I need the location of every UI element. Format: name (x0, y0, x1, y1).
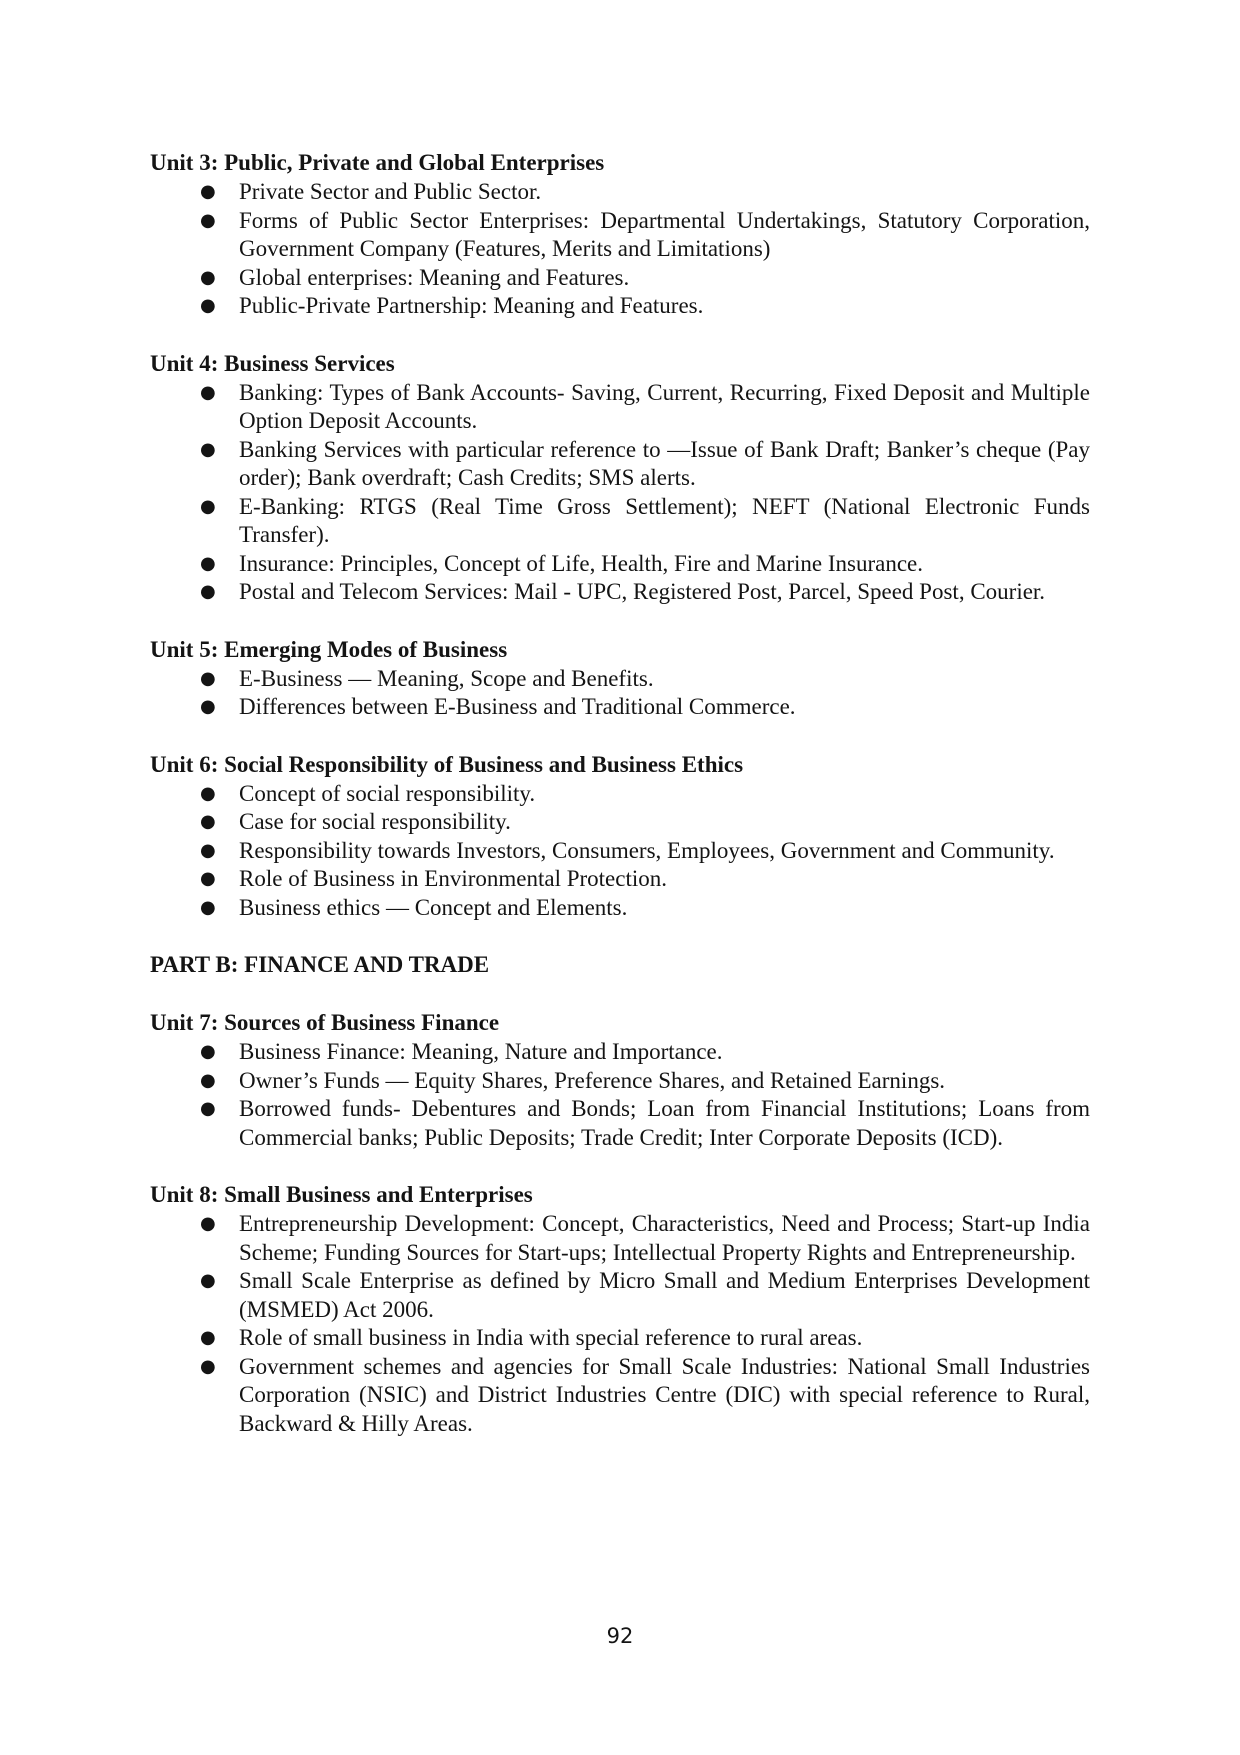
unit-7-title: Unit 7: Sources of Business Finance (150, 1010, 500, 1035)
unit-7-section (150, 1008, 1090, 1152)
bullet-icon: ● (200, 266, 216, 288)
bullet-icon: ● (200, 868, 216, 889)
unit-3-section (150, 148, 1090, 321)
list-item: ● E-Business — Meaning, Scope and Benefits. (150, 665, 1090, 694)
bullet-icon: ● (200, 581, 216, 602)
list-item: ● Case for social responsibility. (150, 808, 1090, 837)
unit-8-section (150, 1180, 1090, 1438)
unit-6-title: Unit 6: Social Responsibility of Business and Business Ethics (150, 751, 744, 777)
bullet-icon: ● (200, 667, 216, 689)
bullet-icon: ● (200, 696, 216, 717)
bullet-icon: ● (200, 495, 216, 517)
bullet-icon: ● (200, 1098, 216, 1119)
bullet-icon: ● (200, 1355, 216, 1377)
list-item: ● Responsibility towards Investors, Consumers, Employees, Government and Community. (150, 837, 1090, 866)
list-item: ● Banking: Types of Bank Accounts- Saving, Current, Recurring, Fixed Deposit and Multiple Option Deposit Accounts. (200, 379, 1090, 433)
list-item: ● Banking Services with particular reference to —Issue of Bank Draft; Banker’s cheque (Pay order); Bank overdraft; Cash Credits; SMS alerts. (200, 436, 1090, 490)
bullet-icon: ● (200, 1041, 216, 1062)
list-item: ● Postal and Telecom Services: Mail - UPC, Registered Post, Parcel, Speed Post, Courier. (150, 578, 1090, 607)
unit-5-section (150, 635, 1090, 722)
list-item: ● Differences between E-Business and Traditional Commerce. (150, 693, 1090, 722)
unit-7-list (150, 1038, 1090, 1152)
unit-8-list (150, 1210, 1090, 1438)
bullet-icon: ● (200, 552, 216, 574)
list-item: ● Global enterprises: Meaning and Features. (150, 264, 1090, 293)
list-item: ● Entrepreneurship Development: Concept, Characteristics, Need and Process; Start-up India Scheme; Funding Sources for Start-ups; Intellectual Property Rights and Entrepreneurship. (200, 1211, 1090, 1265)
unit-4-title: Unit 4: Business Services (150, 350, 395, 376)
list-item: ● Role of Business in Environmental Protection. (150, 865, 1090, 894)
bullet-icon: ● (200, 1213, 216, 1234)
unit-3-list (150, 178, 1090, 321)
bullet-icon: ● (200, 1069, 216, 1091)
list-item: ● Business Finance: Meaning, Nature and Importance. (150, 1038, 1090, 1067)
unit-5-title: Unit 5: Emerging Modes of Business (150, 636, 508, 662)
list-item: ● Owner’s Funds — Equity Shares, Preference Shares, and Retained Earnings. (150, 1067, 1090, 1096)
bullet-icon: ● (200, 896, 216, 918)
bullet-icon: ● (200, 1270, 216, 1291)
bullet-icon: ● (200, 811, 216, 832)
list-item: ● Concept of social responsibility. (150, 780, 1090, 809)
unit-4-section (150, 349, 1090, 607)
list-item: ● Public-Private Partnership: Meaning and Features. (150, 292, 1090, 321)
unit-8-title: Unit 8: Small Business and Enterprises (150, 1182, 533, 1207)
bullet-icon: ● (200, 839, 216, 861)
bullet-icon: ● (200, 295, 216, 316)
bullet-icon: ● (200, 438, 216, 460)
list-item: ● Insurance: Principles, Concept of Life, Health, Fire and Marine Insurance. (150, 550, 1090, 579)
list-item: ● Borrowed funds- Debentures and Bonds; Loan from Financial Institutions; Loans from Commercial banks; Public Deposits; Trade Credit; Inter Corporate Deposits (ICD). (200, 1096, 1090, 1150)
document-page (150, 148, 1090, 1466)
list-item: ● Small Scale Enterprise as defined by Micro Small and Medium Enterprises Development (MSMED) Act 2006. (200, 1268, 1090, 1322)
unit-3-title: Unit 3: Public, Private and Global Enterprises (150, 150, 605, 175)
list-item: ● Business ethics — Concept and Elements. (150, 894, 1090, 923)
bullet-icon: ● (200, 209, 216, 231)
bullet-icon: ● (200, 1327, 216, 1348)
page-number: 92 (606, 1624, 634, 1648)
list-item: ● Forms of Public Sector Enterprises: Departmental Undertakings, Statutory Corporation, Government Company (Features, Merits and Limitations) (200, 207, 1090, 261)
unit-6-section (150, 750, 1090, 923)
list-item: ● Government schemes and agencies for Small Scale Industries: National Small Industries Corporation (NSIC) and District Industries Centre (DIC) with special reference to Rural, Backward & Hilly Areas. (200, 1353, 1090, 1436)
bullet-icon: ● (200, 381, 216, 403)
list-item: ● Role of small business in India with special reference to rural areas. (150, 1324, 1090, 1353)
list-item: ● E-Banking: RTGS (Real Time Gross Settlement); NEFT (National Electronic Funds Transfer). (200, 493, 1090, 547)
list-item: ● Private Sector and Public Sector. (150, 178, 1090, 207)
bullet-icon: ● (200, 782, 216, 804)
unit-6-list (150, 780, 1090, 923)
part-b-title: PART B: FINANCE AND TRADE (150, 952, 490, 977)
unit-5-list (150, 665, 1090, 722)
unit-4-list (150, 379, 1090, 607)
bullet-icon: ● (200, 181, 216, 202)
